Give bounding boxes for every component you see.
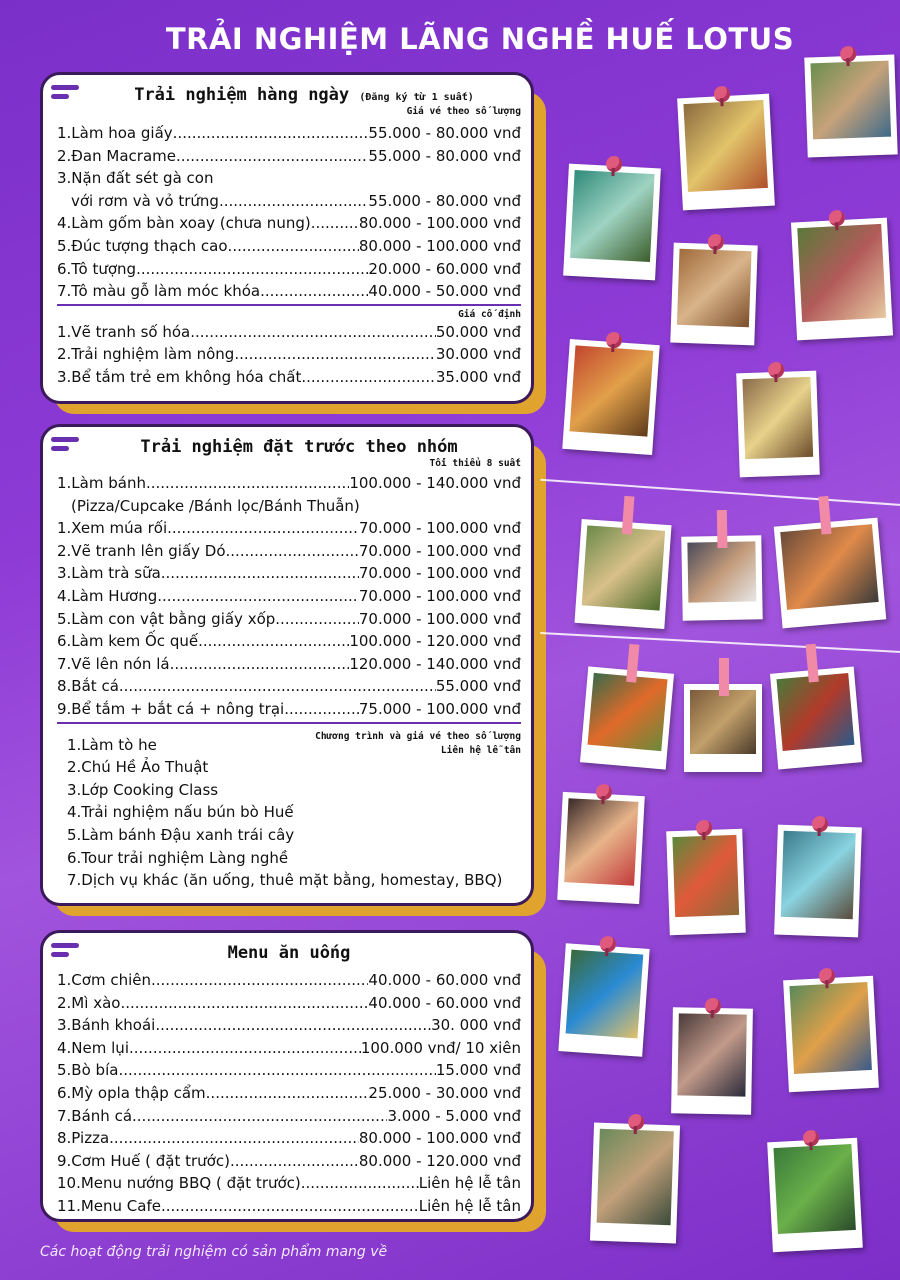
item-price: 80.000 - 100.000 vnđ [358, 214, 521, 233]
item-price: 75.000 - 100.000 vnđ [358, 699, 521, 718]
item-price: 70.000 - 100.000 vnđ [358, 519, 521, 538]
list-item [57, 321, 521, 344]
list-item [57, 562, 521, 585]
photo [677, 94, 775, 211]
item-price: 55.000 vnđ [435, 677, 521, 696]
list-item [57, 630, 521, 653]
page-title: TRẢI NGHIỆM LÃNG NGHỀ HUẾ LOTUS [165, 22, 795, 56]
contact-item: 3.Lớp Cooking Class [67, 780, 219, 799]
leader-dots [230, 1150, 359, 1173]
item-price: 50.000 vnđ [435, 322, 521, 341]
pin-icon [696, 820, 713, 837]
footer-note: Các hoạt động trải nghiệm có sản phẩm mang về [40, 1244, 388, 1260]
item-label: 4.Làm gốm bàn xoay (chưa nung) [57, 214, 311, 233]
photo [681, 535, 762, 620]
pin-icon [819, 968, 836, 985]
leader-dots [284, 698, 359, 721]
photo [783, 976, 879, 1093]
leader-dots [155, 1014, 431, 1037]
item-label: 7.Tô màu gỗ làm móc khóa [57, 282, 261, 301]
item-label: 3.Làm trà sữa [57, 564, 161, 583]
photo [590, 1123, 680, 1244]
leader-dots [109, 1127, 359, 1150]
photo [574, 519, 671, 629]
item-price: 20.000 - 60.000 vnđ [368, 259, 521, 278]
list-item [57, 992, 521, 1015]
item-label: 11.Menu Cafe [57, 1196, 161, 1215]
item-price: Liên hệ lễ tân [418, 1196, 521, 1215]
daily-card [40, 72, 534, 404]
item-price: 70.000 - 100.000 vnđ [358, 586, 521, 605]
contact-item: 1.Làm tò he [67, 735, 157, 754]
item-label: 4.Nem lụi [57, 1038, 129, 1057]
item-label: 7.Vẽ lên nón lá [57, 654, 170, 673]
contact-item: 7.Dịch vụ khác (ăn uống, thuê mặt bằng, homestay, BBQ) [67, 871, 503, 890]
item-price: 80.000 - 100.000 vnđ [358, 236, 521, 255]
item-label: (Pizza/Cupcake /Bánh lọc/Bánh Thuẫn) [71, 496, 360, 515]
pin-icon [595, 784, 612, 801]
list-item [57, 1127, 521, 1150]
item-label: 5.Bò bía [57, 1061, 119, 1080]
photo [774, 825, 862, 938]
item-price: 30.000 vnđ [435, 345, 521, 364]
leader-dots [167, 517, 359, 540]
photo [563, 164, 661, 281]
list-item [57, 1195, 521, 1218]
item-label: 3.Nặn đất sét gà con [57, 169, 214, 188]
leader-dots [157, 585, 359, 608]
pin-icon [803, 1130, 820, 1147]
list-item [57, 675, 521, 698]
divider [57, 722, 521, 724]
item-price: 80.000 - 120.000 vnđ [358, 1151, 521, 1170]
item-price: 25.000 - 30.000 vnđ [368, 1083, 521, 1102]
item-label: 7.Bánh cá [57, 1106, 133, 1125]
food-list [57, 969, 521, 1218]
photo [558, 943, 649, 1057]
list-item [57, 540, 521, 563]
leader-dots [311, 212, 359, 235]
item-label: 1.Cơm chiên [57, 971, 151, 989]
list-item [57, 280, 521, 303]
item-price: 70.000 - 100.000 vnđ [358, 609, 521, 628]
leader-dots [129, 1037, 361, 1060]
list-item [57, 472, 521, 495]
item-label: 5.Đúc tượng thạch cao [57, 236, 228, 255]
item-price: 70.000 - 100.000 vnđ [358, 564, 521, 583]
item-label: 2.Vẽ tranh lên giấy Dó [57, 541, 226, 560]
menu-icon [51, 943, 83, 959]
item-label: 1.Vẽ tranh số hóa [57, 322, 191, 341]
pin-icon [840, 46, 857, 63]
daily-section [40, 72, 534, 404]
list-item [57, 235, 521, 258]
list-item [57, 495, 521, 518]
list-item [57, 969, 521, 992]
item-label: 9.Cơm Huế ( đặt trước) [57, 1151, 230, 1170]
photo [684, 684, 762, 772]
group-list [57, 472, 521, 721]
photo [580, 666, 674, 769]
pin-icon [605, 156, 622, 173]
leader-dots [198, 630, 349, 653]
contact-item: 5.Làm bánh Đậu xanh trái cây [67, 825, 295, 844]
leader-dots [190, 321, 436, 344]
contact-item: 6.Tour trải nghiệm Làng nghề [67, 848, 289, 867]
leader-dots [151, 969, 368, 992]
list-item [57, 190, 521, 213]
daily-title-text: Trải nghiệm hàng ngày [134, 85, 350, 105]
contact-item: 4.Trải nghiệm nấu bún bò Huế [67, 803, 294, 822]
list-item [57, 1150, 521, 1173]
list-item [57, 122, 521, 145]
item-label: 6.Mỳ opla thập cẩm [57, 1083, 206, 1102]
item-label: 2.Mì xào [57, 993, 121, 1012]
clip-icon [719, 658, 729, 696]
daily-fixed-list [57, 321, 521, 389]
leader-dots [228, 235, 359, 258]
item-label: 6.Làm kem Ốc quế [57, 632, 199, 651]
item-price: 40.000 - 60.000 vnđ [368, 993, 521, 1012]
group-card [40, 424, 534, 906]
item-label: 2.Trải nghiệm làm nông [57, 345, 235, 364]
leader-dots [118, 1059, 435, 1082]
list-item [57, 1014, 521, 1037]
leader-dots [170, 653, 350, 676]
pin-icon [713, 86, 730, 103]
daily-note-quantity: Giá vé theo số lượng [406, 106, 521, 117]
photo [557, 792, 645, 904]
leader-dots [275, 608, 359, 631]
item-label: với rơm và vỏ trứng [71, 191, 219, 210]
divider [57, 304, 521, 306]
photo [562, 339, 659, 455]
list-item [57, 1105, 521, 1128]
item-price: 70.000 - 100.000 vnđ [358, 541, 521, 560]
pin-icon [768, 362, 785, 379]
photo [770, 667, 862, 770]
leader-dots [301, 366, 435, 389]
daily-title-small: (Đăng ký từ 1 suất) [359, 92, 474, 103]
list-item [57, 167, 521, 190]
list-item [57, 1059, 521, 1082]
group-note-program: Chương trình và giá vé theo số lượng [315, 730, 521, 742]
leader-dots [119, 675, 436, 698]
list-item [57, 653, 521, 676]
list-item [57, 585, 521, 608]
group-title: Trải nghiệm đặt trước theo nhóm [140, 437, 458, 457]
item-price: 35.000 vnđ [435, 367, 521, 386]
contact-item: 2.Chú Hề Ảo Thuật [67, 758, 209, 777]
item-price: 120.000 - 140.000 vnđ [349, 654, 521, 673]
photo [736, 371, 820, 478]
food-card [40, 930, 534, 1222]
list-item [57, 343, 521, 366]
item-label: 9.Bể tắm + bắt cá + nông trại [57, 699, 285, 718]
food-section [40, 930, 534, 1222]
item-label: 1.Làm hoa giấy [57, 124, 173, 142]
daily-list [57, 122, 521, 303]
leader-dots [146, 472, 349, 495]
photo [670, 243, 757, 346]
leader-dots [301, 1172, 419, 1195]
item-label: 3.Bể tắm trẻ em không hóa chất [57, 367, 302, 386]
clip-icon [818, 496, 831, 535]
item-price: 100.000 vnđ/ 10 xiên [360, 1038, 521, 1057]
item-price: Liên hệ lễ tân [418, 1174, 521, 1193]
leader-dots [132, 1105, 387, 1128]
item-label: 8.Bắt cá [57, 677, 119, 696]
item-price: 40.000 - 60.000 vnđ [368, 971, 521, 989]
group-note-contact: Liên hệ lễ tân [440, 744, 521, 756]
item-price: 40.000 - 50.000 vnđ [368, 282, 521, 301]
photo [671, 1007, 753, 1114]
food-title: Menu ăn uống [227, 943, 351, 963]
menu-icon [51, 437, 83, 453]
item-price: 100.000 - 120.000 vnđ [349, 632, 521, 651]
item-label: 1.Làm bánh [57, 474, 146, 492]
item-price: 100.000 - 140.000 vnđ [349, 474, 521, 492]
list-item [57, 698, 521, 721]
item-price: 30. 000 vnđ [431, 1016, 521, 1035]
string-line [540, 632, 900, 654]
item-label: 8.Pizza [57, 1129, 110, 1148]
leader-dots [161, 1195, 419, 1218]
pin-icon [829, 210, 846, 227]
leader-dots [120, 992, 368, 1015]
leader-dots [234, 343, 436, 366]
list-item [57, 1082, 521, 1105]
photo [774, 518, 886, 629]
item-price: 55.000 - 80.000 vnđ [368, 146, 521, 165]
string-line [540, 479, 900, 508]
list-item [57, 517, 521, 540]
item-label: 10.Menu nướng BBQ ( đặt trước) [57, 1174, 301, 1193]
item-label: 6.Tô tượng [57, 259, 137, 278]
leader-dots [219, 190, 368, 213]
list-item [57, 258, 521, 281]
item-price: 55.000 - 80.000 vnđ [368, 124, 521, 142]
pin-icon [599, 936, 616, 953]
clip-icon [805, 644, 818, 683]
leader-dots [206, 1082, 369, 1105]
pin-icon [707, 234, 724, 251]
item-label: 2.Đan Macrame [57, 146, 176, 165]
list-item [57, 145, 521, 168]
photo [767, 1138, 863, 1253]
list-item [57, 608, 521, 631]
item-label: 4.Làm Hương [57, 586, 158, 605]
list-item [57, 366, 521, 389]
pin-icon [705, 998, 721, 1014]
contact-block [57, 726, 521, 892]
leader-dots [176, 145, 368, 168]
menu-icon [51, 85, 83, 101]
item-price: 80.000 - 100.000 vnđ [358, 1129, 521, 1148]
item-label: 5.Làm con vật bằng giấy xốp [57, 609, 276, 628]
photo [791, 218, 893, 341]
daily-note-fixed: Giá cố định [458, 308, 521, 320]
daily-title [57, 85, 521, 105]
clip-icon [717, 510, 728, 548]
group-section [40, 424, 534, 906]
item-label: 3.Bánh khoái [57, 1016, 156, 1035]
photo [666, 829, 746, 936]
pin-icon [628, 1114, 645, 1131]
leader-dots [173, 122, 369, 145]
list-item [57, 1037, 521, 1060]
item-price: 3.000 - 5.000 vnđ [387, 1106, 521, 1125]
group-note-min: Tối thiểu 8 suất [429, 458, 521, 469]
item-price: 15.000 vnđ [435, 1061, 521, 1080]
leader-dots [260, 280, 368, 303]
list-item [57, 1172, 521, 1195]
leader-dots [161, 562, 359, 585]
pin-icon [605, 332, 622, 349]
item-label: 1.Xem múa rối [57, 519, 168, 538]
photo [804, 54, 897, 157]
leader-dots [226, 540, 359, 563]
pin-icon [811, 816, 828, 833]
list-item [57, 212, 521, 235]
item-price: 55.000 - 80.000 vnđ [368, 191, 521, 210]
leader-dots [136, 258, 368, 281]
